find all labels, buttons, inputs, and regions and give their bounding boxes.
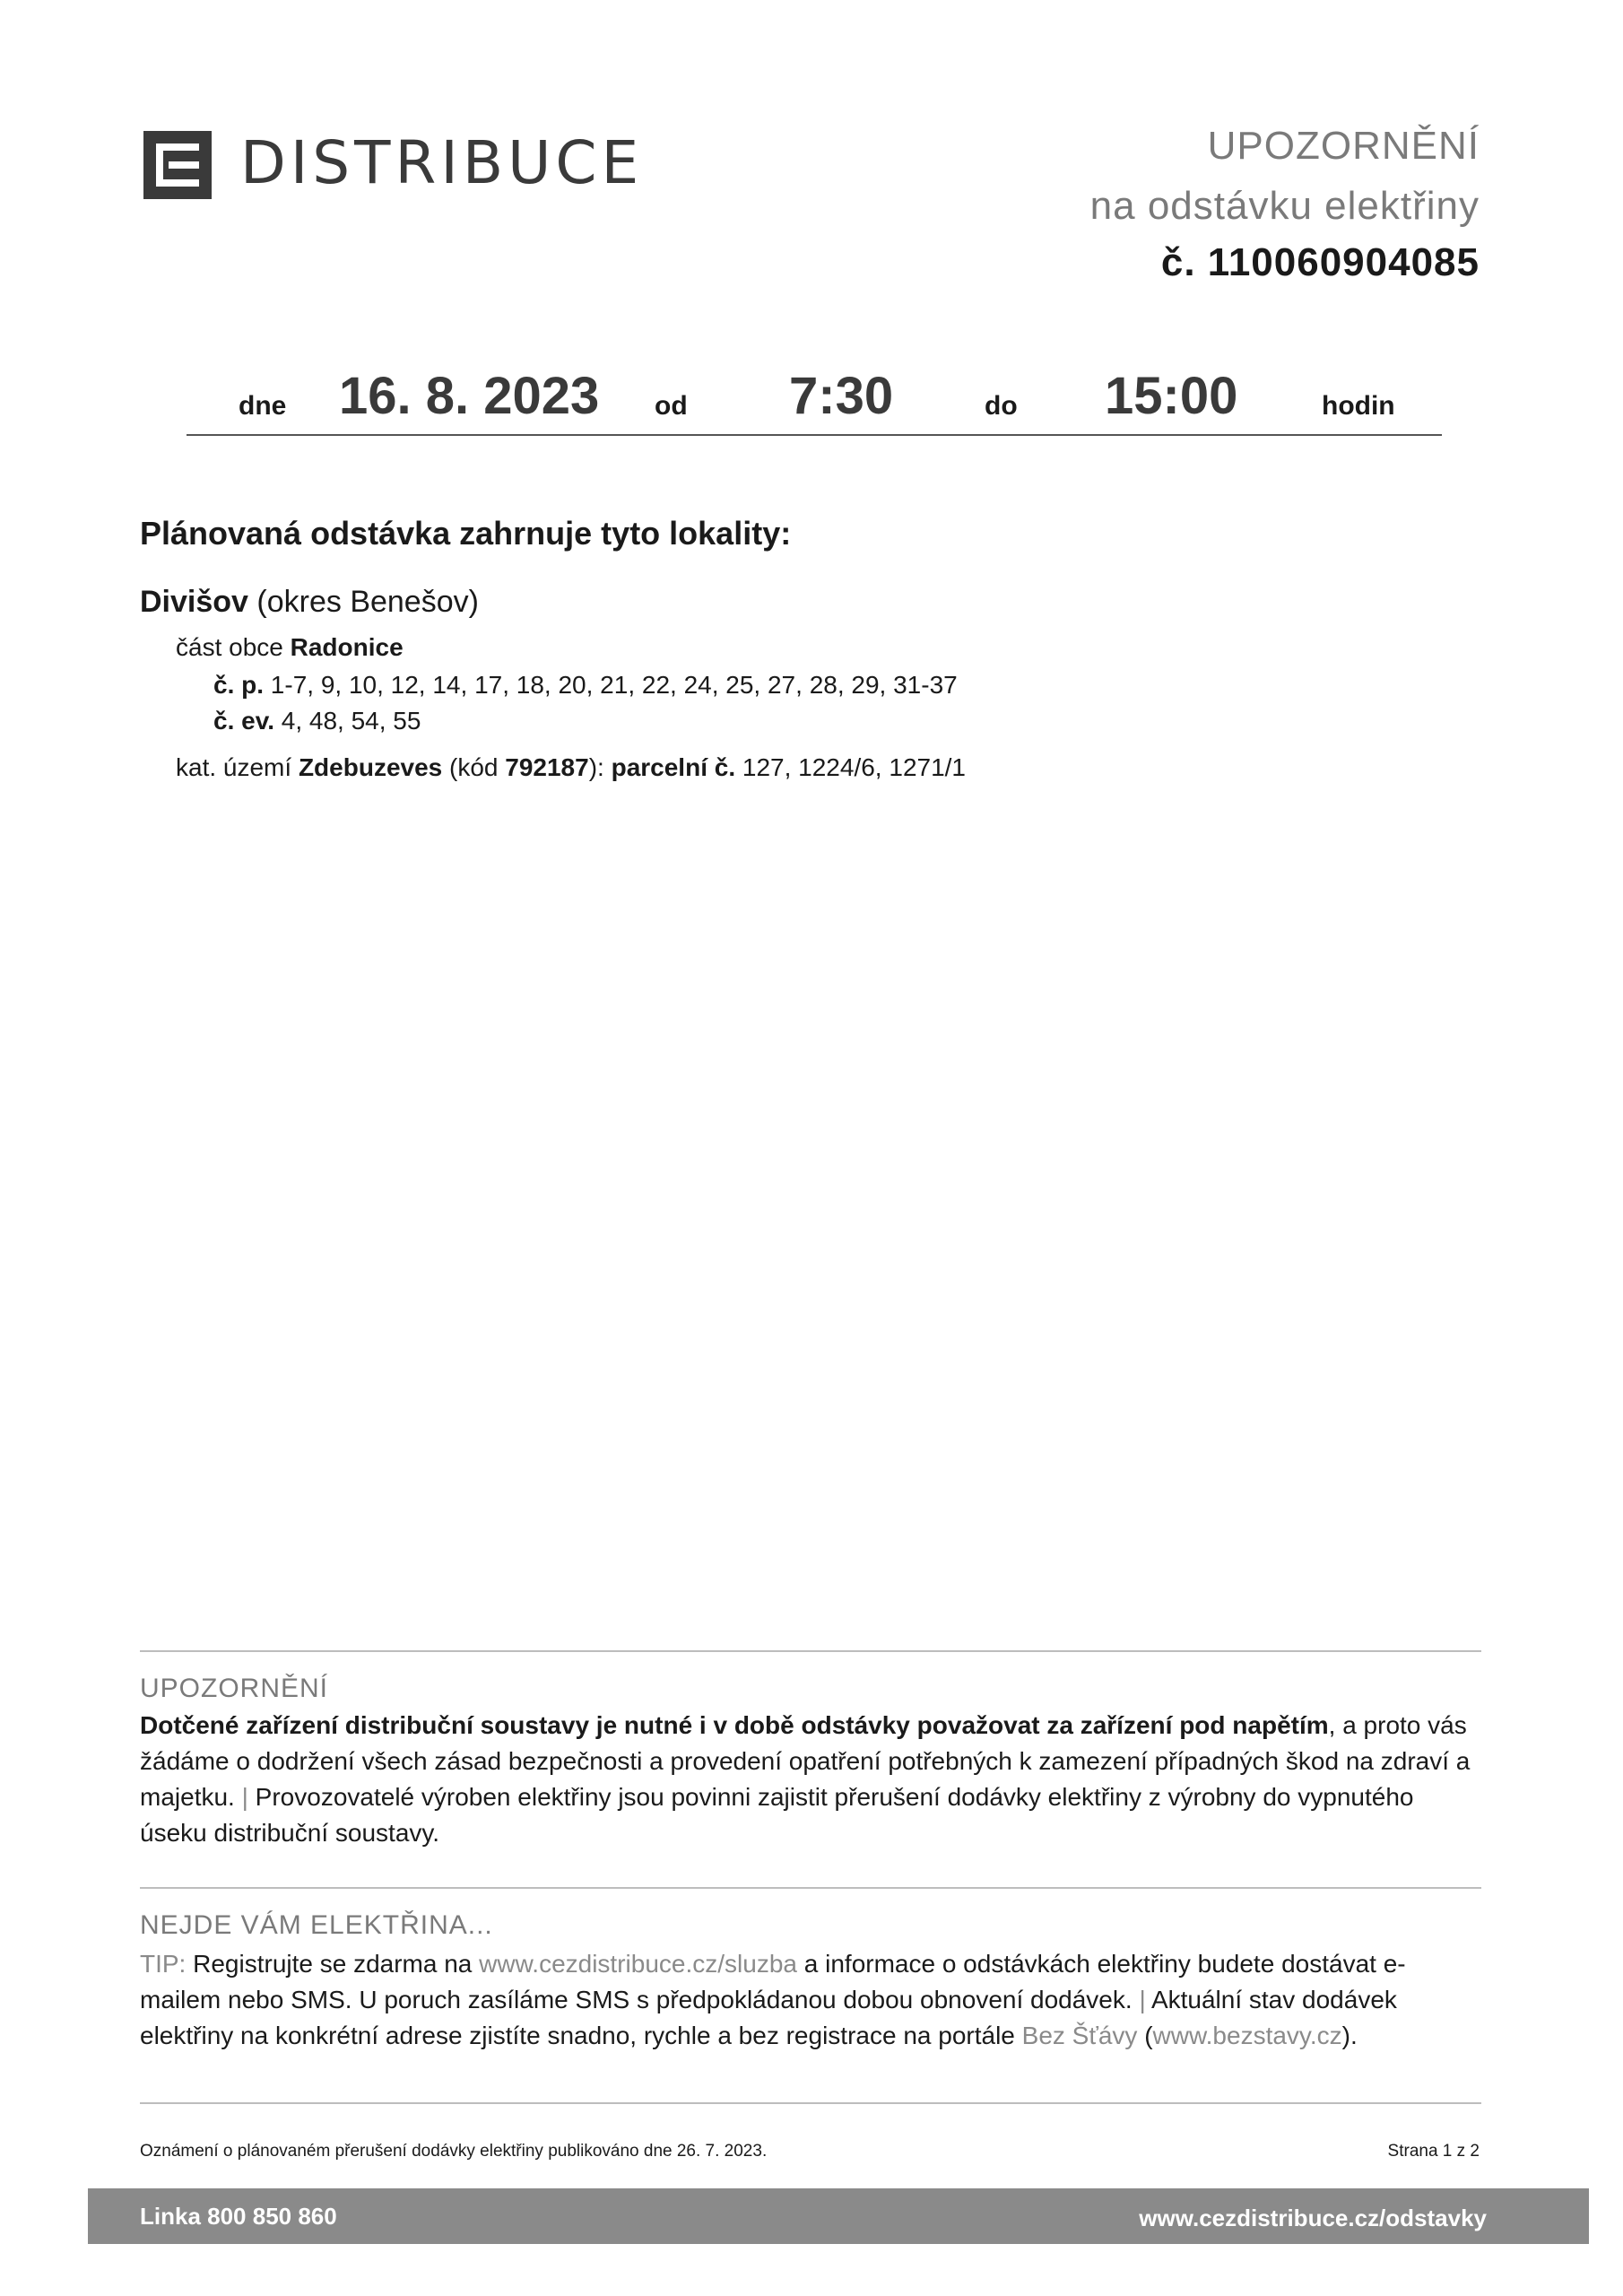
- notice-number: č. 110060904085: [1160, 240, 1480, 284]
- kat-code: 792187: [505, 753, 589, 781]
- ev-values: 4, 48, 54, 55: [281, 707, 421, 735]
- municipality-part: [176, 633, 404, 662]
- part-name: Radonice: [290, 633, 404, 661]
- parcel-values: 127, 1224/6, 1271/1: [742, 753, 967, 781]
- warning-bold-text: Dotčené zařízení distribuční soustavy je nutné i v době odstávky považovat za zařízení pod napětím: [140, 1711, 1329, 1739]
- separator: |: [1139, 1986, 1146, 2013]
- outages-link[interactable]: www.cezdistribuce.cz/odstavky: [1139, 2205, 1487, 2231]
- company-logo-mark: [143, 131, 212, 199]
- tip-title: NEJDE VÁM ELEKTŘINA...: [140, 1910, 493, 1940]
- cadastral-area: [176, 753, 966, 782]
- district-name: (okres Benešov): [256, 585, 479, 619]
- portal-link[interactable]: www.bezstavy.cz: [1152, 2022, 1342, 2049]
- link-close: ).: [1341, 2022, 1358, 2049]
- logo-e-icon: [156, 144, 199, 187]
- page-number: Strana 1 z 2: [1387, 2142, 1480, 2161]
- tip-text-2: a informace o odstávkách elektřiny budete dostávat e-mailem nebo SMS. U poruch zasíláme SMS s předpokládanou dobou obnovení dodávek.: [140, 1950, 1406, 2013]
- municipality-name: Divišov: [140, 585, 248, 619]
- kat-prefix: kat. území: [176, 753, 292, 781]
- date-label: dne: [239, 391, 287, 421]
- outage-start-time: 7:30: [789, 367, 894, 425]
- warning-text-2: Provozovatelé výroben elektřiny jsou povinni zajistit přerušení dodávky elektřiny z výrobny do vypnutého úseku distribuční soustavy.: [140, 1783, 1414, 1847]
- locations-heading: Plánovaná odstávka zahrnuje tyto lokality:: [140, 515, 792, 552]
- separator: |: [241, 1783, 248, 1811]
- tip-text: [140, 1946, 1485, 2054]
- cp-values: 1-7, 9, 10, 12, 14, 17, 18, 20, 21, 22, 24, 25, 27, 28, 29, 31-37: [270, 671, 958, 699]
- outage-date: 16. 8. 2023: [339, 367, 600, 425]
- hours-label: hodin: [1322, 391, 1395, 421]
- tip-text-1: Registrujte se zdarma na: [193, 1950, 473, 1978]
- municipality: [140, 585, 479, 620]
- notice-subtitle: na odstávku elektřiny: [1089, 184, 1480, 228]
- registration-link[interactable]: www.cezdistribuce.cz/sluzba: [479, 1950, 797, 1978]
- tip-label: TIP:: [140, 1950, 187, 1978]
- warning-text: [140, 1708, 1485, 1851]
- notice-title: UPOZORNĚNÍ: [1207, 124, 1480, 168]
- parcel-label: parcelní č.: [611, 753, 736, 781]
- to-label: do: [985, 391, 1018, 421]
- section-divider: [140, 2102, 1481, 2104]
- house-numbers: [213, 671, 958, 700]
- company-logo-text: DISTRIBUCE: [240, 128, 644, 197]
- date-divider: [187, 434, 1442, 436]
- outage-end-time: 15:00: [1105, 367, 1238, 425]
- publication-note: Oznámení o plánovaném přerušení dodávky elektřiny publikováno dne 26. 7. 2023.: [140, 2142, 768, 2161]
- hotline: Linka 800 850 860: [140, 2203, 337, 2230]
- section-divider: [140, 1650, 1481, 1652]
- cp-label: č. p.: [213, 671, 265, 699]
- link-open: (: [1144, 2022, 1153, 2049]
- registration-numbers: [213, 707, 421, 735]
- footer-bar: [88, 2188, 1589, 2244]
- warning-title: UPOZORNĚNÍ: [140, 1674, 329, 1703]
- tip-text-3: Aktuální stav dodávek elektřiny na konkrétní adrese zjistíte snadno, rychle a bez registrace na portále: [140, 1986, 1397, 2049]
- ev-label: č. ev.: [213, 707, 274, 735]
- kat-code-suffix: ):: [588, 753, 604, 781]
- kat-code-prefix: (kód: [449, 753, 499, 781]
- portal-brand: Bez Šťávy: [1021, 2022, 1138, 2049]
- section-divider: [140, 1887, 1481, 1889]
- warning-text-1: , a proto vás žádáme o dodržení všech zásad bezpečnosti a provedení opatření potřebných k zamezení případných škod na zdraví a majetku.: [140, 1711, 1471, 1811]
- kat-name: Zdebuzeves: [298, 753, 443, 781]
- part-prefix: část obce: [176, 633, 283, 661]
- from-label: od: [655, 391, 688, 421]
